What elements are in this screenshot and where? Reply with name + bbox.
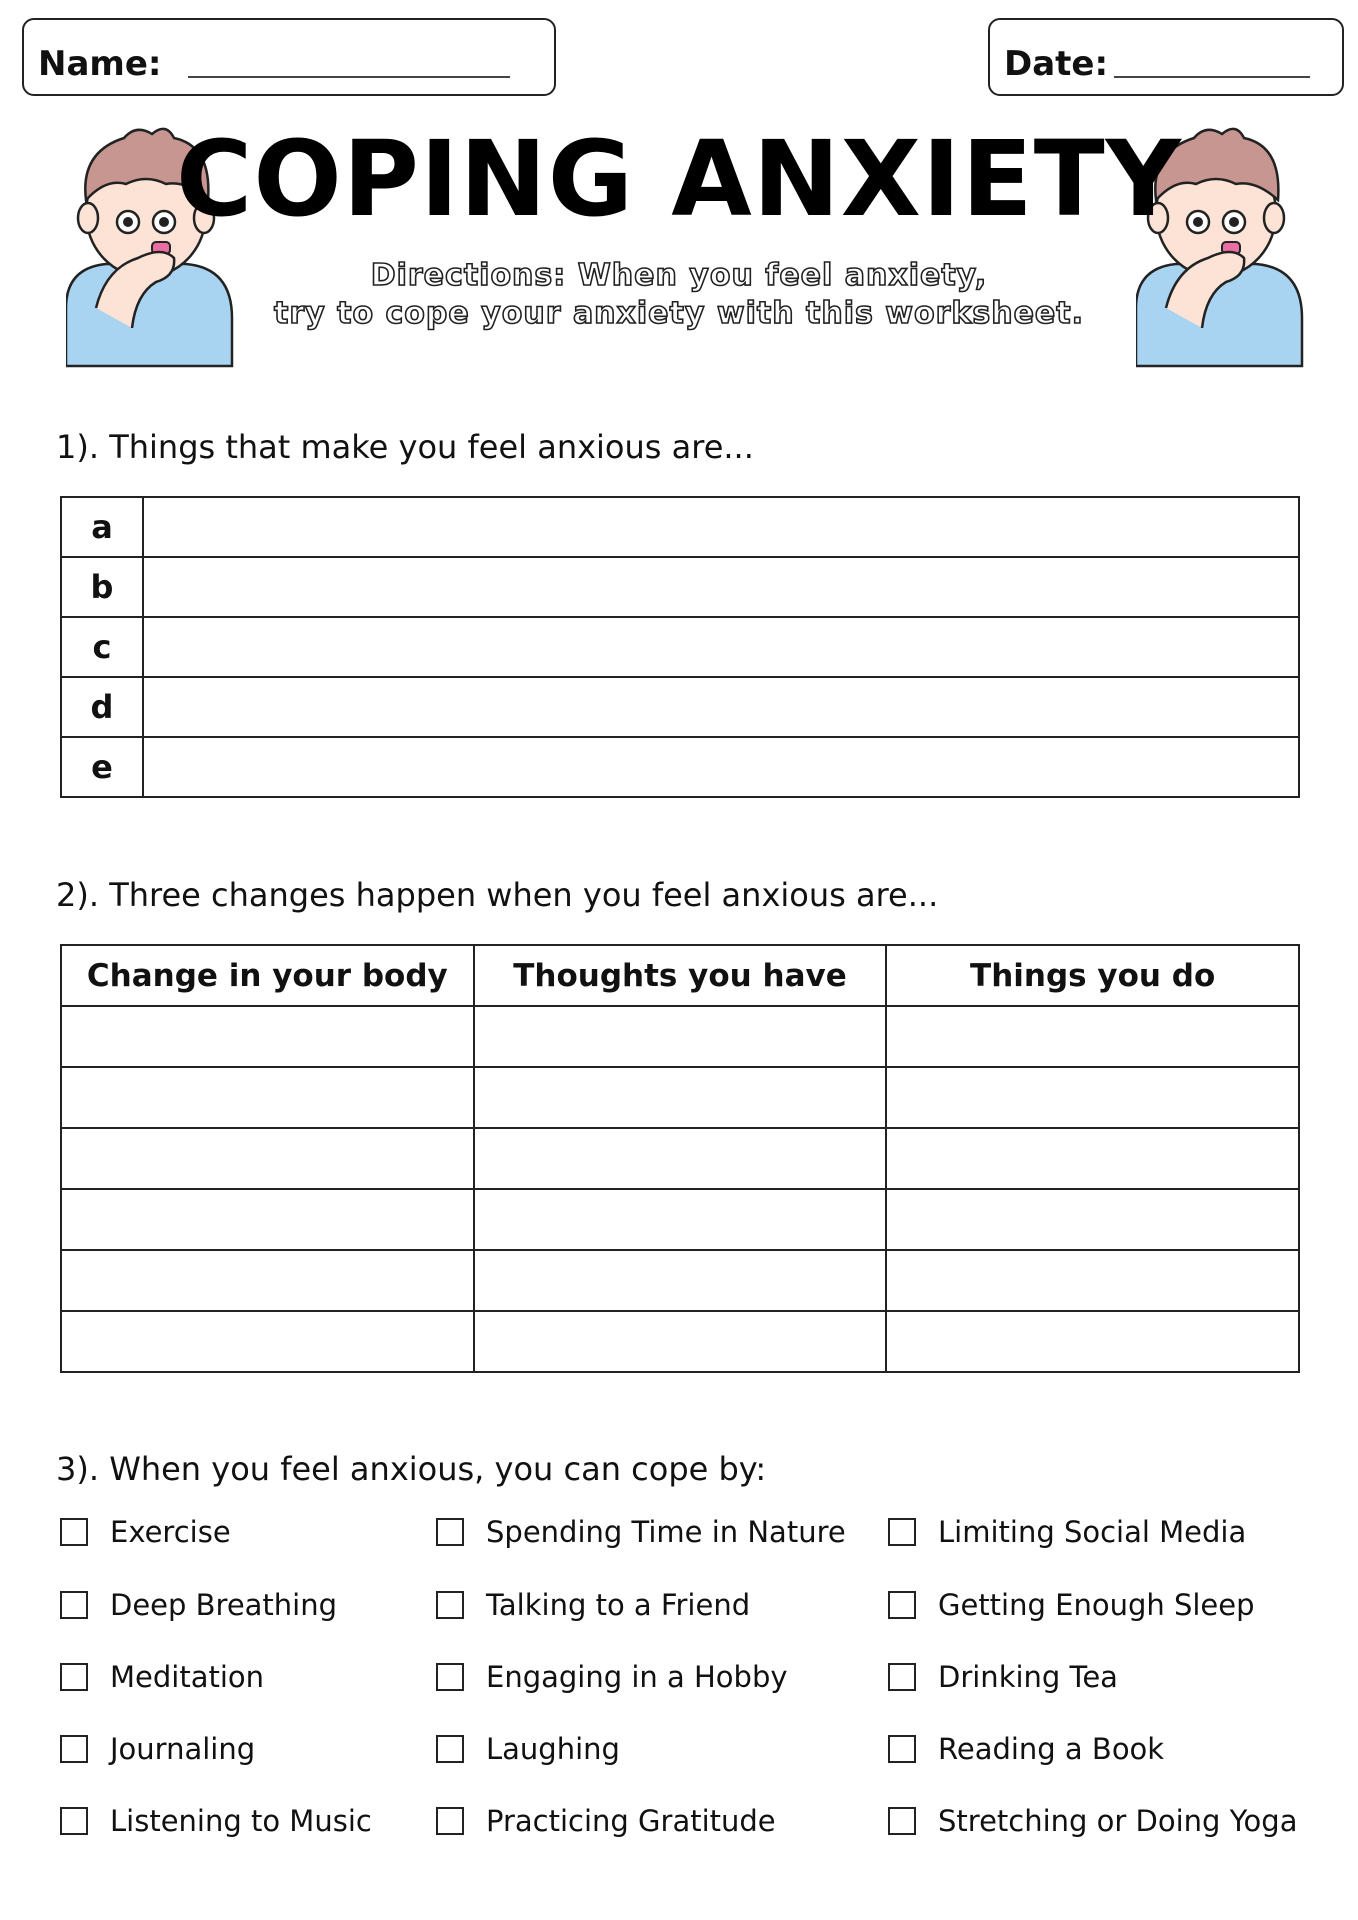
checkbox-icon[interactable] (436, 1735, 464, 1763)
directions-line-1: Directions: When you feel anxiety, (370, 258, 988, 293)
checkbox-icon[interactable] (436, 1591, 464, 1619)
coping-option[interactable] (888, 1585, 1255, 1625)
answer-cell[interactable] (61, 1250, 474, 1311)
answer-cell[interactable] (61, 1128, 474, 1189)
answer-cell[interactable] (143, 737, 1299, 797)
checkbox-icon[interactable] (888, 1735, 916, 1763)
checkbox-icon[interactable] (60, 1807, 88, 1835)
answer-cell[interactable] (474, 1128, 887, 1189)
row-key: b (61, 557, 143, 617)
date-label: Date: (1004, 44, 1109, 84)
name-label: Name: (38, 44, 162, 84)
column-header-body: Change in your body (61, 945, 474, 1006)
checkbox-icon[interactable] (436, 1807, 464, 1835)
checkbox-icon[interactable] (60, 1735, 88, 1763)
column-header-actions: Things you do (886, 945, 1299, 1006)
answer-cell[interactable] (61, 1189, 474, 1250)
answer-cell[interactable] (474, 1006, 887, 1067)
date-box (988, 18, 1344, 96)
option-label: Talking to a Friend (486, 1588, 751, 1622)
coping-option[interactable] (60, 1512, 231, 1552)
coping-option[interactable] (60, 1657, 264, 1697)
checkbox-icon[interactable] (888, 1518, 916, 1546)
table-row (61, 1128, 1299, 1189)
question-3: 3). When you feel anxious, you can cope by: (56, 1450, 767, 1488)
answer-cell[interactable] (61, 1311, 474, 1372)
option-label: Engaging in a Hobby (486, 1660, 788, 1694)
coping-option[interactable] (888, 1801, 1297, 1841)
table-row (61, 1067, 1299, 1128)
checkbox-icon[interactable] (436, 1518, 464, 1546)
directions-line-2: try to cope your anxiety with this worksheet. (273, 296, 1084, 331)
option-label: Journaling (110, 1732, 256, 1766)
name-field[interactable] (188, 76, 510, 78)
question-1: 1). Things that make you feel anxious are... (56, 428, 754, 466)
coping-option[interactable] (436, 1585, 750, 1625)
table-row (61, 617, 1299, 677)
option-label: Deep Breathing (110, 1588, 338, 1622)
table-row (61, 557, 1299, 617)
coping-option[interactable] (60, 1729, 255, 1769)
answer-cell[interactable] (886, 1128, 1299, 1189)
option-label: Spending Time in Nature (486, 1515, 846, 1549)
table-row (61, 737, 1299, 797)
page-title: COPING ANXIETY (176, 118, 1182, 240)
option-label: Limiting Social Media (938, 1515, 1247, 1549)
option-label: Laughing (486, 1732, 620, 1766)
answer-cell[interactable] (886, 1067, 1299, 1128)
answer-cell[interactable] (886, 1006, 1299, 1067)
coping-option[interactable] (436, 1801, 776, 1841)
coping-option[interactable] (60, 1585, 337, 1625)
table-row (61, 1189, 1299, 1250)
option-label: Stretching or Doing Yoga (938, 1804, 1298, 1838)
answer-cell[interactable] (474, 1067, 887, 1128)
checkbox-icon[interactable] (60, 1518, 88, 1546)
date-field[interactable] (1114, 76, 1310, 78)
row-key: c (61, 617, 143, 677)
table-row (61, 1311, 1299, 1372)
checkbox-icon[interactable] (888, 1591, 916, 1619)
answer-cell[interactable] (61, 1006, 474, 1067)
option-label: Getting Enough Sleep (938, 1588, 1255, 1622)
question-2: 2). Three changes happen when you feel anxious are... (56, 876, 939, 914)
answer-cell[interactable] (474, 1250, 887, 1311)
option-label: Reading a Book (938, 1732, 1165, 1766)
answer-cell[interactable] (61, 1067, 474, 1128)
answer-cell[interactable] (886, 1311, 1299, 1372)
row-key: a (61, 497, 143, 557)
row-key: e (61, 737, 143, 797)
option-label: Listening to Music (110, 1804, 372, 1838)
name-box (22, 18, 556, 96)
anxious-things-table (60, 496, 1300, 798)
table-row (61, 1250, 1299, 1311)
table-row (61, 677, 1299, 737)
answer-cell[interactable] (474, 1189, 887, 1250)
coping-option[interactable] (436, 1729, 620, 1769)
answer-cell[interactable] (143, 557, 1299, 617)
answer-cell[interactable] (474, 1311, 887, 1372)
checkbox-icon[interactable] (60, 1591, 88, 1619)
option-label: Meditation (110, 1660, 265, 1694)
answer-cell[interactable] (143, 497, 1299, 557)
table-row (61, 1006, 1299, 1067)
answer-cell[interactable] (143, 617, 1299, 677)
coping-option[interactable] (60, 1801, 372, 1841)
option-label: Drinking Tea (938, 1660, 1118, 1694)
column-header-thoughts: Thoughts you have (474, 945, 887, 1006)
checkbox-icon[interactable] (888, 1807, 916, 1835)
table-header-row (61, 945, 1299, 1006)
checkbox-icon[interactable] (60, 1663, 88, 1691)
coping-option[interactable] (888, 1729, 1164, 1769)
coping-option[interactable] (436, 1657, 788, 1697)
coping-option[interactable] (888, 1512, 1246, 1552)
changes-table (60, 944, 1300, 1373)
checkbox-icon[interactable] (888, 1663, 916, 1691)
coping-option[interactable] (436, 1512, 846, 1552)
option-label: Exercise (110, 1515, 231, 1549)
table-row (61, 497, 1299, 557)
answer-cell[interactable] (886, 1189, 1299, 1250)
row-key: d (61, 677, 143, 737)
option-label: Practicing Gratitude (486, 1804, 776, 1838)
answer-cell[interactable] (886, 1250, 1299, 1311)
coping-option[interactable] (888, 1657, 1118, 1697)
checkbox-icon[interactable] (436, 1663, 464, 1691)
answer-cell[interactable] (143, 677, 1299, 737)
